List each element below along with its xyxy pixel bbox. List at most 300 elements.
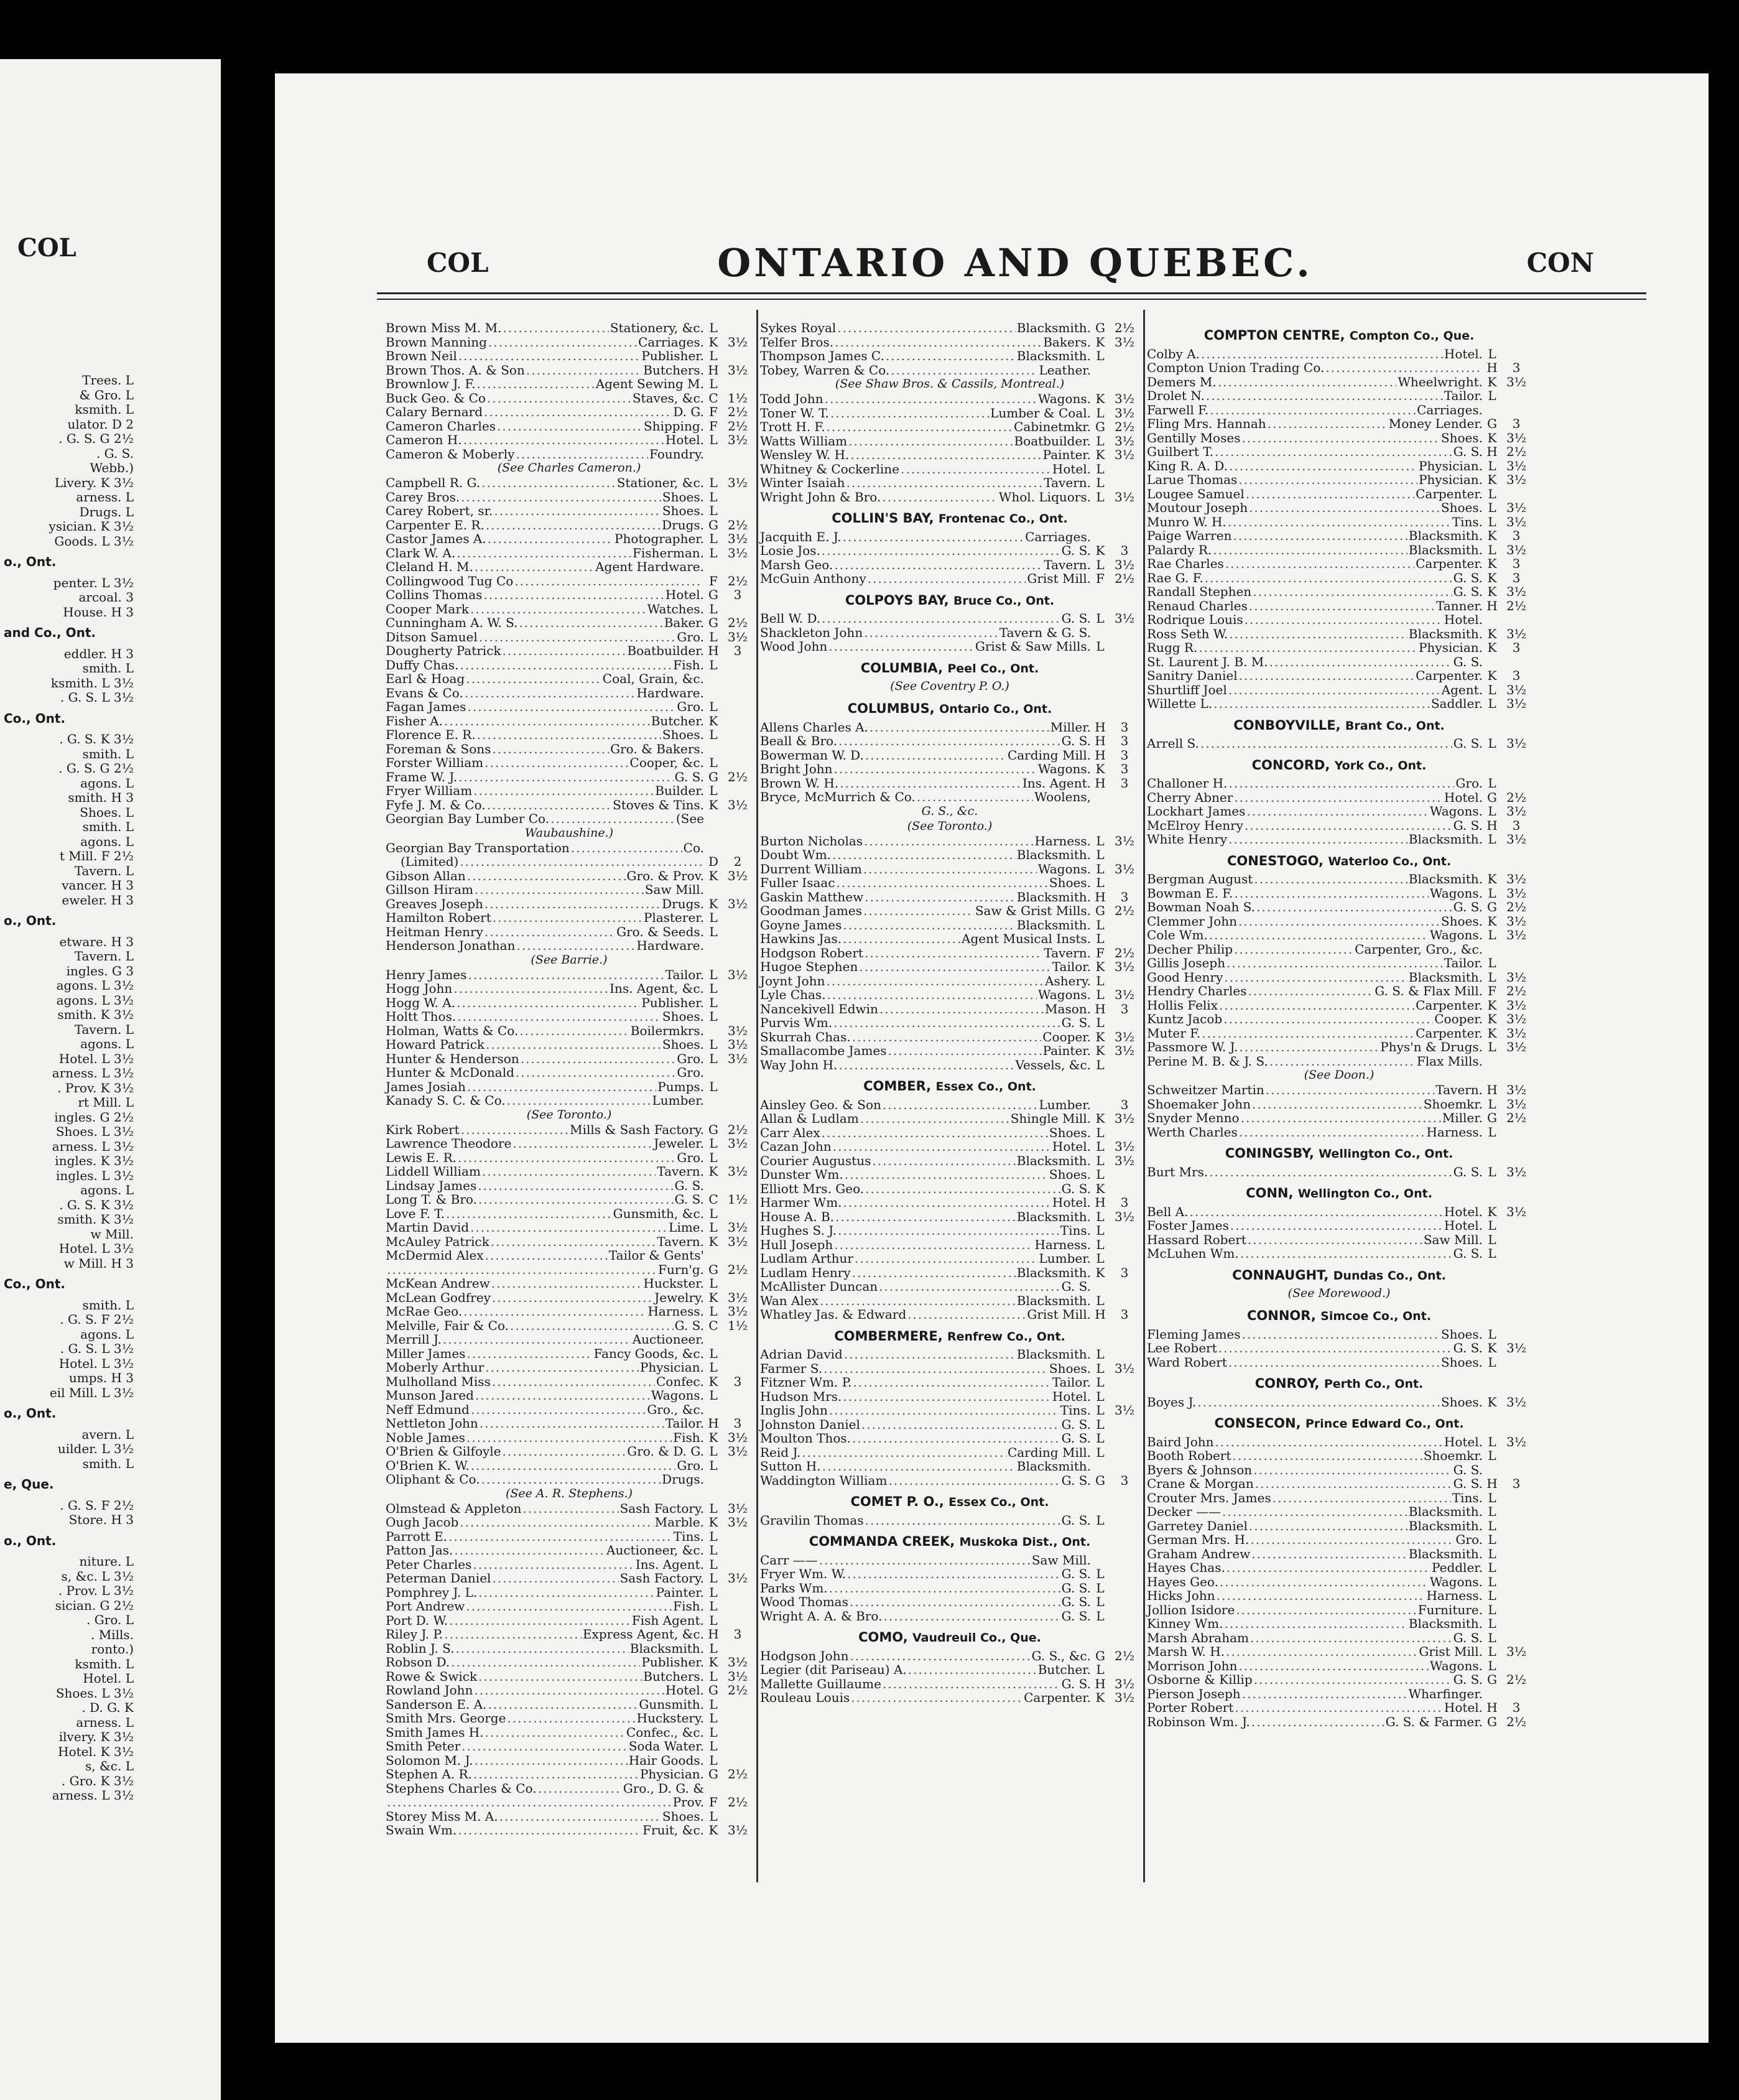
place-county: Wellington Co., Ont.	[1319, 1147, 1454, 1161]
entry-rating: L	[1096, 1015, 1105, 1030]
entry-rating: L	[709, 531, 718, 546]
entry-rating: K	[708, 1373, 718, 1389]
entry-name: Kirk Robert	[386, 1122, 460, 1137]
leader-dots	[846, 476, 1043, 490]
entry-rating: L	[1096, 1566, 1105, 1581]
entry-rating: L	[1096, 1431, 1105, 1446]
entry-credit: 2	[733, 854, 742, 869]
entry-credit	[1110, 1126, 1139, 1140]
entry-rating: L	[1096, 475, 1105, 490]
entry-rating: L	[709, 967, 718, 982]
left-entry-fragment: Tavern. L	[74, 863, 134, 878]
leader-dots	[457, 546, 631, 560]
entry-credit	[1501, 776, 1531, 791]
entry-business: G. S.	[1061, 611, 1091, 626]
entry-business: Fish.	[673, 1429, 704, 1445]
entry-name: Reid J.	[760, 1444, 801, 1460]
entry-rating: L	[709, 1345, 718, 1361]
directory-entry	[386, 728, 753, 742]
entry-name: Rowland John	[386, 1683, 473, 1698]
left-page-header: COL	[17, 233, 77, 262]
directory-entry	[760, 776, 1139, 791]
entry-credit: 3½	[727, 629, 748, 644]
leader-dots	[834, 558, 1042, 572]
entry-rating	[704, 812, 723, 826]
leader-dots	[1253, 585, 1452, 599]
directory-entry	[760, 988, 1139, 1002]
entry-business: Butchers.	[643, 362, 704, 378]
leader-dots	[891, 363, 1037, 378]
directory-entry	[386, 321, 753, 335]
leader-dots	[387, 1795, 672, 1810]
directory-entry	[760, 611, 1139, 626]
leader-dots	[852, 1030, 1042, 1044]
directory-entry	[760, 1182, 1139, 1196]
leader-dots	[1254, 1673, 1452, 1687]
entry-business: Confec., &c.	[626, 1724, 704, 1740]
entry-credit: 3	[1120, 747, 1129, 763]
leader-dots	[1228, 515, 1451, 529]
entry-business: G. S.	[1453, 1476, 1483, 1491]
directory-entry	[386, 335, 753, 350]
entry-name: St. Laurent J. B. M.	[1147, 654, 1268, 669]
entry-business: Tailor.	[665, 967, 704, 982]
entry-credit: 3½	[1506, 1082, 1527, 1097]
directory-entry	[1147, 1435, 1531, 1449]
directory-entry	[1147, 697, 1531, 711]
entry-credit: 3½	[727, 1571, 748, 1586]
leader-dots	[848, 434, 1013, 448]
entry-credit: 3	[1120, 1195, 1129, 1210]
directory-entry	[760, 448, 1139, 462]
entry-business: Blacksmith.	[1016, 847, 1091, 862]
entry-name: Lindsay James	[386, 1178, 477, 1193]
directory-entry	[760, 960, 1139, 974]
leader-dots	[865, 1182, 1060, 1196]
leader-dots	[473, 1558, 634, 1572]
entry-name: Gillson Hiram	[386, 882, 473, 897]
entry-name: Purvis Wm.	[760, 1015, 833, 1030]
leader-dots	[1248, 984, 1373, 998]
directory-entry	[760, 1252, 1139, 1266]
leader-dots	[484, 405, 672, 419]
entry-name: Good Henry	[1147, 969, 1223, 985]
entry-rating: L	[1488, 1588, 1496, 1603]
entry-rating: L	[1488, 1644, 1496, 1659]
leader-dots	[1234, 942, 1353, 957]
leader-dots	[864, 834, 1033, 848]
entry-name: Fitzner Wm. P.	[760, 1375, 852, 1390]
entry-rating: L	[1096, 1139, 1105, 1154]
directory-entry	[386, 1627, 753, 1642]
place-heading	[760, 1630, 1139, 1645]
entry-rating	[1091, 1098, 1110, 1112]
cross-reference-note: (See Toronto.)	[907, 819, 993, 833]
entry-rating: L	[709, 1599, 718, 1614]
leader-dots	[479, 630, 676, 644]
place-name: CONNOR,	[1247, 1308, 1316, 1323]
left-entry-fragment: Tavern. L	[74, 1022, 134, 1037]
entry-business: Mills & Sash Factory.	[570, 1122, 704, 1137]
entry-name: McLuhen Wm.	[1147, 1246, 1239, 1261]
leader-dots	[1209, 1165, 1452, 1179]
entry-rating: L	[1096, 1594, 1105, 1609]
leader-dots	[491, 1235, 656, 1249]
entry-name: Fuller Isaac	[760, 875, 835, 890]
entry-credit: 3	[1120, 719, 1129, 735]
entry-credit	[1501, 347, 1531, 361]
leader-dots	[522, 1502, 618, 1516]
directory-entry	[760, 1403, 1139, 1418]
directory-entry	[760, 1390, 1139, 1404]
leader-dots	[485, 1360, 639, 1375]
entry-business: G. S.	[1061, 733, 1091, 748]
entry-name: Rugg R.	[1147, 640, 1198, 655]
entry-rating: H	[1095, 1195, 1106, 1210]
leader-dots	[865, 946, 1042, 960]
directory-entry	[1147, 998, 1531, 1013]
entry-business: Carriages.	[1417, 402, 1483, 417]
directory-entry	[760, 862, 1139, 876]
entry-credit	[723, 812, 753, 826]
leader-dots	[1241, 431, 1439, 445]
entry-business: Tins.	[1060, 1223, 1091, 1238]
directory-entry	[1147, 984, 1531, 998]
directory-entry	[386, 1698, 753, 1712]
entry-credit	[723, 996, 753, 1010]
entry-credit	[1110, 1567, 1139, 1581]
leader-dots	[1246, 804, 1428, 819]
entry-rating: L	[1488, 486, 1496, 501]
place-heading	[760, 511, 1139, 526]
leader-dots	[492, 742, 609, 756]
entry-business: Harness.	[1034, 1237, 1091, 1252]
entry-business: Publisher.	[641, 995, 704, 1010]
entry-rating	[704, 742, 723, 756]
entry-name: Johnston Daniel	[760, 1416, 860, 1432]
place-name: CONBOYVILLE,	[1233, 717, 1341, 733]
left-entry-fragment: Hotel. K 3½	[58, 1744, 134, 1759]
place-county: Simcoe Co., Ont.	[1320, 1309, 1431, 1323]
place-county: Essex Co., Ont.	[935, 1080, 1036, 1094]
place-name: COMMANDA CREEK,	[809, 1534, 955, 1549]
entry-rating: L	[1488, 1518, 1496, 1533]
entry-name: Goodman James	[760, 903, 862, 918]
place-name: CONROY,	[1254, 1376, 1320, 1391]
entry-credit: 3	[733, 1416, 742, 1431]
leader-dots	[1248, 1233, 1422, 1247]
entry-credit	[723, 1558, 753, 1572]
entry-rating: L	[709, 1388, 718, 1403]
entry-name: Baird John	[1147, 1434, 1214, 1449]
entry-credit: 2½	[727, 573, 748, 588]
entry-credit: 3½	[1114, 433, 1135, 448]
directory-entry	[386, 1472, 753, 1487]
directory-entry	[1147, 1205, 1531, 1219]
leader-dots	[1189, 1205, 1442, 1219]
leader-dots	[478, 1179, 673, 1193]
entry-rating: L	[709, 755, 718, 770]
leader-dots	[475, 883, 644, 897]
entry-business: Gro.	[677, 1150, 704, 1165]
leader-dots	[467, 1080, 656, 1094]
entry-rating: L	[709, 924, 718, 939]
leader-dots	[492, 1571, 618, 1586]
entry-business: Blacksmith.	[1408, 1616, 1483, 1631]
directory-entry	[760, 1140, 1139, 1154]
entry-credit	[1501, 1125, 1531, 1140]
entry-credit	[1110, 1182, 1139, 1196]
entry-business: Harness.	[1426, 1124, 1483, 1140]
entry-name: Way John H.	[760, 1057, 838, 1072]
entry-credit: 3½	[1506, 1039, 1527, 1054]
entry-name: James Josiah	[386, 1079, 466, 1094]
entry-credit: 2½	[727, 1767, 748, 1782]
entry-rating: L	[1488, 885, 1496, 901]
entry-name: Frame W. J.	[386, 769, 458, 784]
directory-entry	[386, 1403, 753, 1417]
entry-name: Mulholland Miss	[386, 1373, 491, 1389]
entry-name: Whatley Jas. & Edward	[760, 1307, 907, 1322]
entry-business: Agent Musical Insts.	[962, 931, 1091, 946]
leader-dots	[901, 462, 1051, 476]
entry-business: G. S.	[1061, 1580, 1091, 1596]
entry-rating: K	[1095, 447, 1105, 462]
directory-entry	[760, 363, 1139, 378]
directory-entry	[760, 1595, 1139, 1609]
entry-business: Hotel.	[1052, 1139, 1091, 1154]
directory-entry	[760, 876, 1139, 890]
entry-credit: 3½	[1506, 472, 1527, 487]
leader-dots	[1215, 1435, 1443, 1449]
directory-entry	[1147, 1603, 1531, 1617]
entry-credit: 3	[1512, 640, 1521, 655]
directory-entry	[1147, 599, 1531, 613]
entry-credit	[723, 686, 753, 700]
entry-name: Oliphant & Co.	[386, 1472, 480, 1487]
entry-rating	[704, 1332, 723, 1347]
leader-dots	[1200, 736, 1452, 751]
directory-entry	[760, 639, 1139, 654]
entry-rating	[704, 1403, 723, 1417]
entry-name: Wright A. A. & Bro.	[760, 1608, 883, 1624]
entry-credit	[1110, 1446, 1139, 1460]
directory-entry	[760, 1098, 1139, 1112]
entry-rating: K	[1095, 1181, 1105, 1196]
entry-name: Holtt Thos.	[386, 1009, 457, 1024]
entry-name: Storey Miss M. A.	[386, 1808, 498, 1824]
entry-business: Agent Sewing M.	[595, 376, 704, 391]
directory-entry	[386, 574, 753, 588]
entry-business: G. S.	[1453, 1164, 1483, 1179]
entry-business: Physician.	[1418, 458, 1483, 473]
entry-name: Mallette Guillaume	[760, 1676, 881, 1691]
place-county: Wellington Co., Ont.	[1297, 1187, 1432, 1201]
entry-rating: L	[1096, 639, 1105, 654]
entry-name: Ditson Samuel	[386, 629, 478, 644]
place-county: Ontario Co., Ont.	[939, 702, 1052, 716]
leader-dots	[850, 1595, 1060, 1609]
directory-entry	[386, 1066, 753, 1080]
entry-credit: 3½	[1506, 1204, 1527, 1219]
entry-name: Bergman August	[1147, 871, 1253, 886]
entry-rating: G	[708, 769, 718, 784]
left-entry-fragment: Goods. L 3½	[54, 534, 134, 549]
left-entry-fragment: . G. S. L 3½	[60, 1342, 134, 1356]
entry-credit	[1110, 1431, 1139, 1446]
leader-dots	[1222, 1505, 1407, 1519]
entry-credit	[723, 321, 753, 335]
entry-rating: K	[1487, 626, 1497, 641]
entry-rating: H	[1095, 733, 1106, 748]
entry-business: Shoes.	[662, 489, 704, 504]
leader-dots	[466, 1599, 672, 1614]
left-entry-fragment: uilder. L 3½	[57, 1442, 134, 1456]
entry-credit: 3½	[1506, 736, 1527, 751]
entry-business: Painter.	[1042, 447, 1091, 462]
place-name: COLLIN'S BAY,	[832, 511, 934, 526]
entry-rating: L	[709, 1571, 718, 1586]
directory-entry	[760, 1663, 1139, 1677]
entry-credit	[1110, 1513, 1139, 1528]
entry-credit	[723, 1276, 753, 1291]
entry-name: Carey Bros.	[386, 489, 460, 504]
entry-credit	[1501, 1631, 1531, 1645]
entry-rating: K	[708, 1289, 718, 1305]
entry-credit: 2½	[1506, 1714, 1527, 1729]
leader-dots	[863, 904, 974, 918]
entry-name: Skurrah Chas.	[760, 1029, 851, 1044]
entry-rating: K	[708, 797, 718, 812]
entry-name: Dougherty Patrick	[386, 643, 501, 658]
entry-business: Pumps.	[657, 1079, 704, 1094]
entry-name: Hicks John	[1147, 1588, 1215, 1603]
entry-credit: 3	[1120, 889, 1129, 904]
entry-name: Morrison John	[1147, 1658, 1238, 1673]
left-entry-fragment: agons. L	[80, 1183, 134, 1197]
entry-business: Wharfinger.	[1408, 1686, 1483, 1701]
leader-dots	[1266, 1083, 1435, 1097]
entry-business: Stationer, &c.	[616, 475, 704, 490]
entry-business: Butchers.	[643, 1668, 704, 1684]
entry-rating: L	[1488, 1504, 1496, 1519]
entry-name: Brown Neil	[386, 348, 457, 363]
left-entry-fragment: ingles. G 2½	[54, 1110, 134, 1125]
entry-rating: G	[1487, 1672, 1497, 1687]
directory-entry	[386, 1767, 753, 1782]
entry-business: Blacksmith.	[1408, 871, 1483, 886]
entry-rating: K	[708, 1429, 718, 1445]
directory-entry	[760, 572, 1139, 586]
entry-name: Campbell R. G.	[386, 475, 481, 490]
entry-rating: H	[708, 643, 719, 658]
entry-name: Lockhart James	[1147, 804, 1246, 819]
entry-credit	[1110, 932, 1139, 946]
entry-rating: L	[1096, 875, 1105, 890]
entry-business: Jeweler.	[654, 1136, 704, 1151]
entry-rating: L	[1096, 861, 1105, 876]
leader-dots	[444, 1627, 582, 1642]
place-heading	[1147, 1146, 1531, 1161]
directory-entry	[386, 560, 753, 574]
entry-name: Moulton Thos.	[760, 1431, 851, 1446]
place-county: Prince Edward Co., Ont.	[1305, 1417, 1464, 1431]
entry-rating	[704, 1472, 723, 1487]
leader-dots	[538, 1782, 622, 1796]
entry-name: Lyle Chas.	[760, 987, 826, 1002]
entry-name: Collins Thomas	[386, 587, 483, 602]
entry-rating: H	[1486, 1082, 1498, 1097]
left-entry-fragment: . Gro. L	[86, 1613, 134, 1627]
entry-credit: 3½	[1506, 913, 1527, 929]
place-name: CONESTOGO,	[1227, 853, 1324, 868]
entry-business: Blacksmith.	[1016, 1209, 1091, 1224]
entry-rating: L	[1096, 973, 1105, 988]
entry-name: Carey Robert, sr.	[386, 503, 493, 518]
leader-dots	[865, 890, 1016, 904]
directory-entry	[1147, 1519, 1531, 1533]
entry-rating: L	[709, 1584, 718, 1600]
directory-entry	[386, 812, 753, 826]
directory-entry	[760, 1691, 1139, 1705]
entry-business: Shoes.	[662, 1009, 704, 1024]
entry-name: Olmstead & Appleton	[386, 1500, 522, 1516]
directory-entry	[1147, 1111, 1531, 1125]
entry-business: Hotel.	[1444, 1218, 1483, 1233]
place-county: Bruce Co., Ont.	[953, 593, 1055, 608]
entry-business: Hotel.	[665, 432, 704, 447]
entry-name: Burton Nicholas	[760, 833, 863, 848]
entry-business: Shoes.	[662, 1037, 704, 1052]
left-entry-fragment: ronto.)	[91, 1642, 134, 1656]
directory-entry	[760, 1513, 1139, 1528]
entry-business: Fisherman.	[633, 545, 704, 560]
entry-credit	[723, 1094, 753, 1108]
entry-rating: K	[1095, 1690, 1105, 1705]
entry-credit: 3½	[727, 1444, 748, 1459]
entry-credit	[723, 1403, 753, 1417]
entry-credit	[1501, 655, 1531, 669]
entry-name: Patton Jas.	[386, 1543, 453, 1558]
directory-entry	[386, 1515, 753, 1530]
header-rule	[377, 292, 1646, 294]
entry-credit: 3½	[1506, 997, 1527, 1013]
entry-rating: L	[1488, 1326, 1496, 1342]
entry-credit: 2½	[727, 615, 748, 630]
entry-business: Furn'g.	[658, 1261, 704, 1277]
entry-rating: H	[1095, 1001, 1106, 1016]
entry-credit	[1110, 848, 1139, 862]
directory-entry	[1147, 543, 1531, 557]
entry-business: Shoes.	[1440, 1326, 1483, 1342]
left-entry-fragment: arness. L 3½	[52, 1066, 134, 1080]
directory-entry	[386, 841, 753, 855]
place-name: CONNAUGHT,	[1232, 1267, 1329, 1283]
entry-name: Cameron & Moberly	[386, 446, 515, 462]
leader-dots	[833, 1016, 1060, 1030]
directory-entry	[386, 1782, 753, 1796]
entry-credit: 3½	[727, 1234, 748, 1249]
entry-business: G. S. & Flax Mill.	[1375, 983, 1483, 998]
leader-dots	[468, 968, 664, 982]
leader-dots	[481, 1472, 661, 1487]
place-name: COLUMBIA,	[860, 660, 944, 676]
directory-entry	[386, 349, 753, 363]
entry-credit: 3½	[727, 896, 748, 911]
left-entry-fragment: smith. L	[82, 820, 134, 834]
place-county: York Co., Ont.	[1334, 758, 1427, 773]
entry-business: G. S.	[674, 1192, 704, 1207]
